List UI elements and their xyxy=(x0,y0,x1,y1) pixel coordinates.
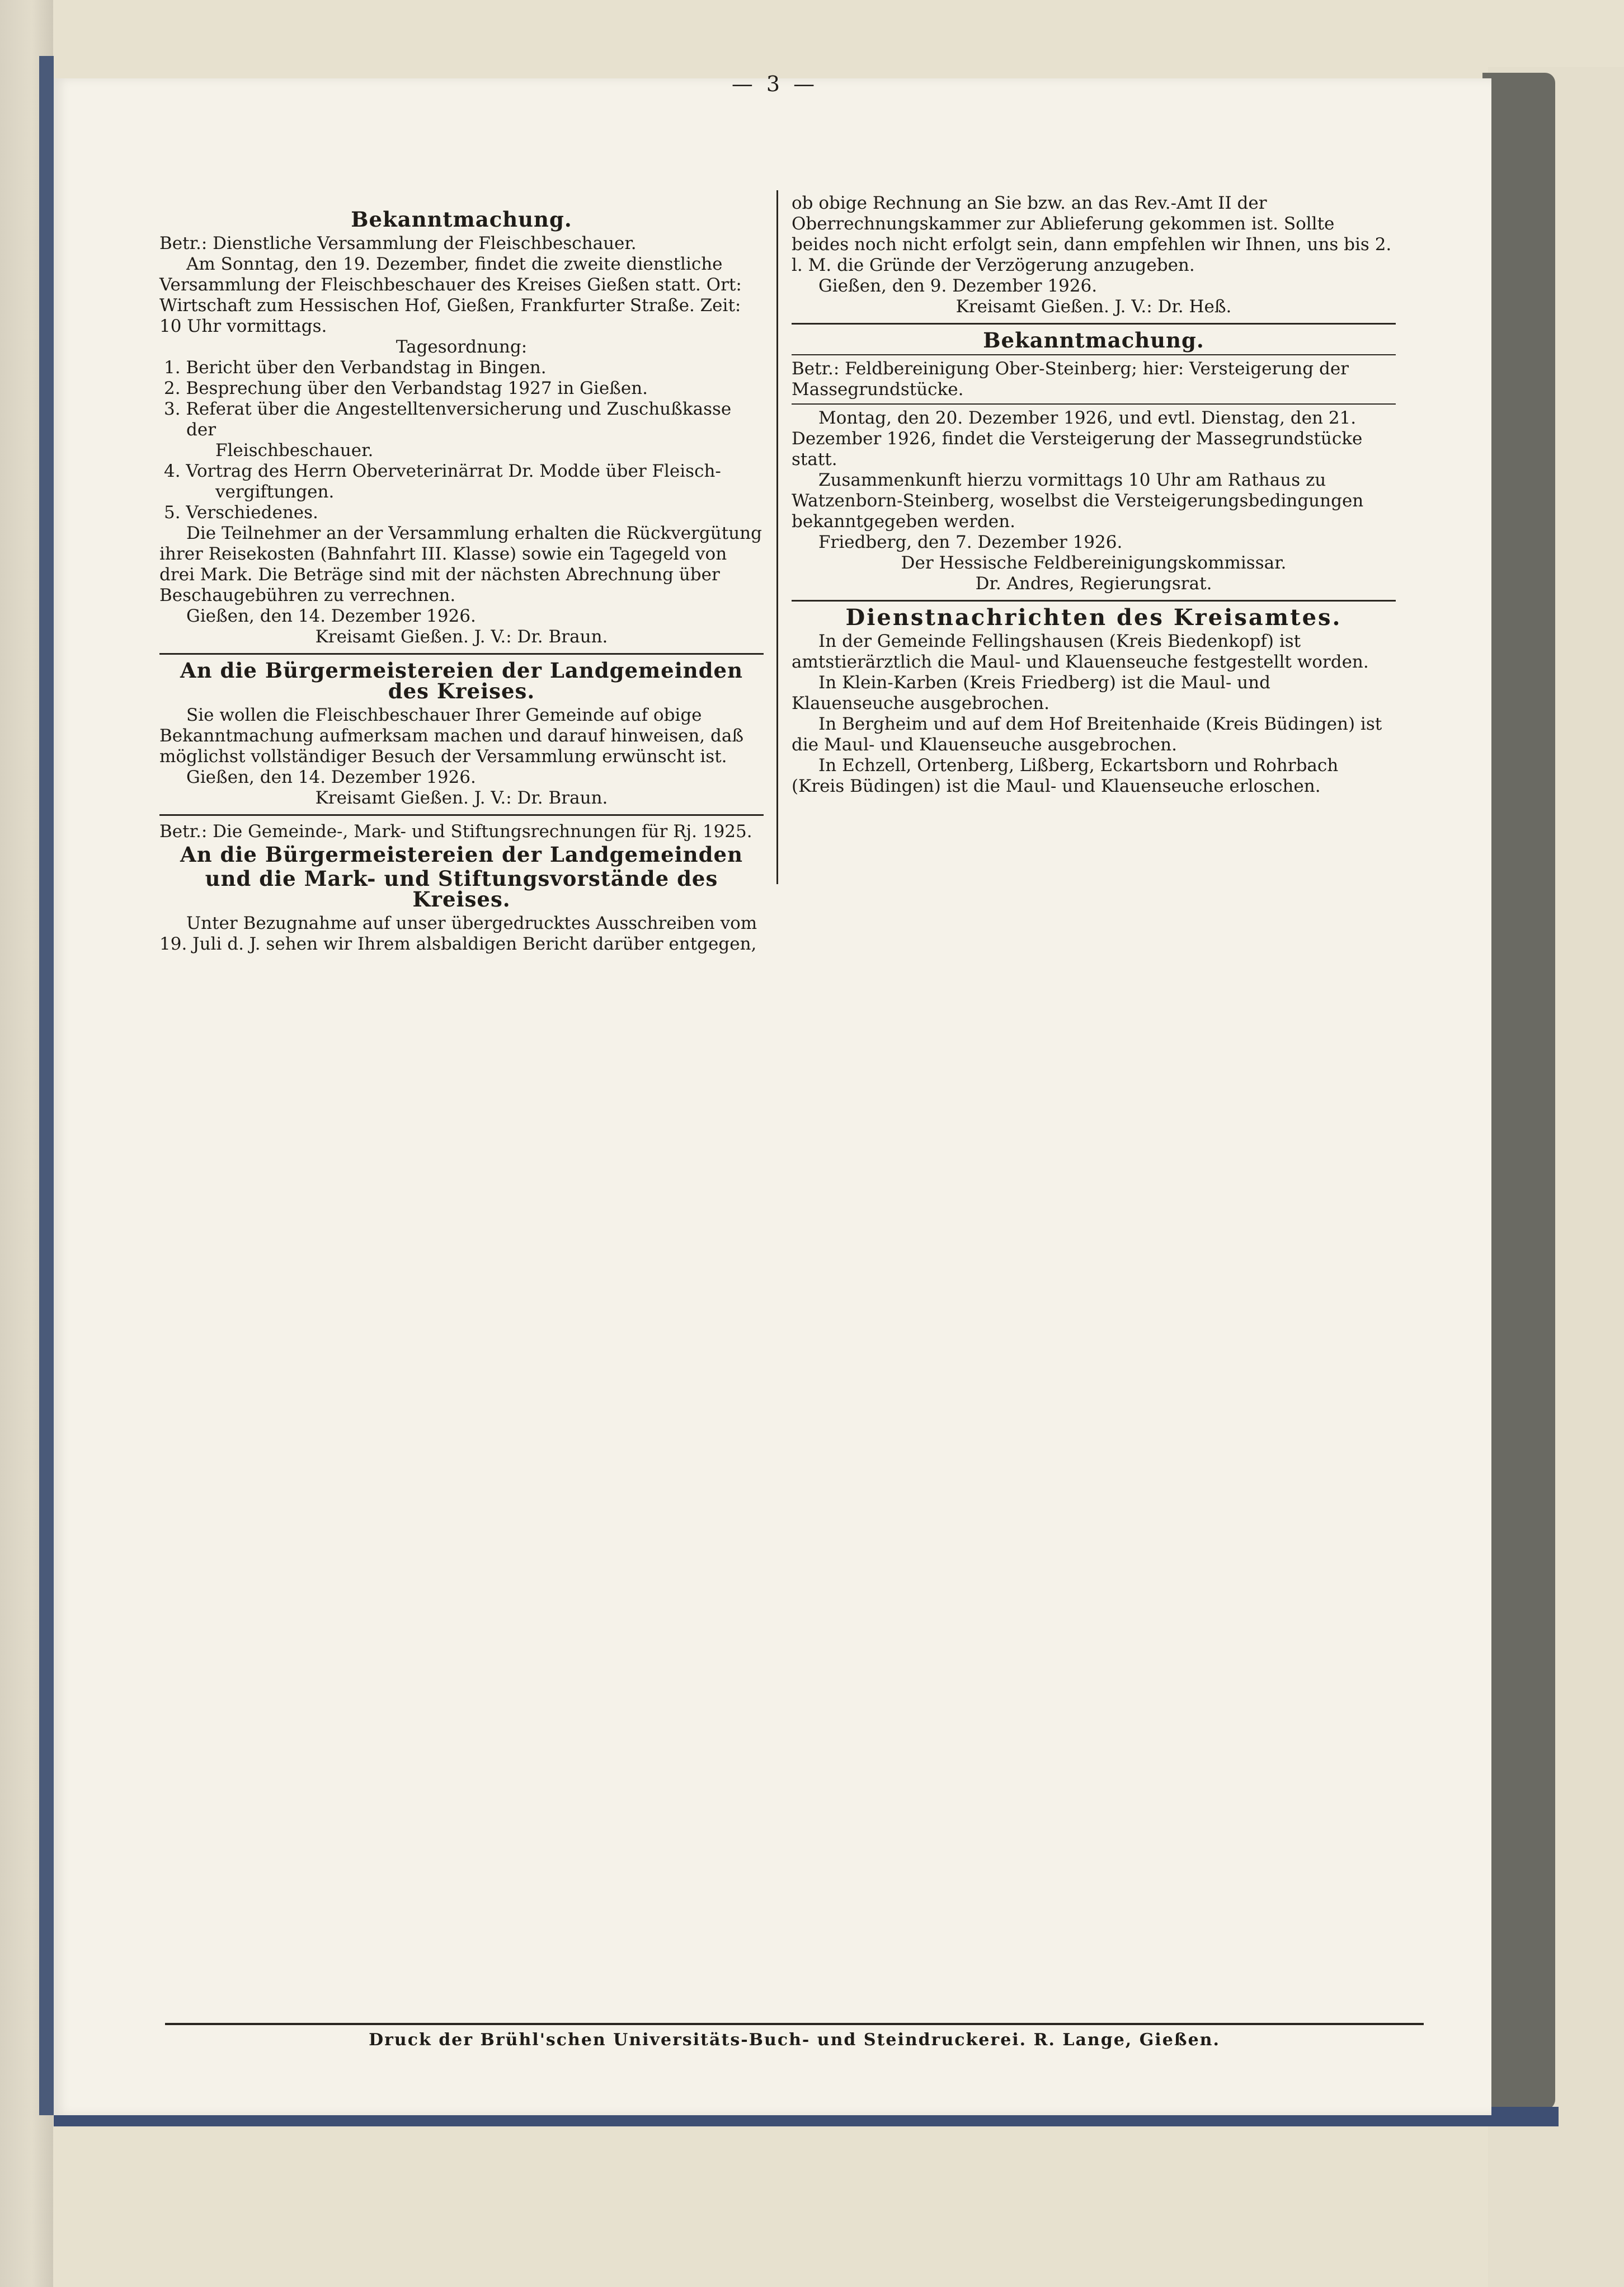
agenda-item: 2. Besprechung über den Verbandstag 1927 in Gießen. xyxy=(164,378,648,398)
notice-heading: Bekanntmachung. xyxy=(983,328,1204,353)
agenda-item: 4. Vortrag des Herrn Oberveterinärrat Dr. Modde über Fleisch- xyxy=(164,461,721,481)
agenda-item-cont: Fleischbeschauer. xyxy=(215,440,374,461)
notice-body: In Klein-Karben (Kreis Friedberg) ist die Maul- und Klauenseuche ausgebrochen. xyxy=(792,673,1270,713)
notice-body: Die Teilnehmer an der Versammlung erhalten die Rückvergütung ihrer Reisekosten (Bahnfahrt III. Klasse) sowie ein Tagegeld von drei Mark. Die Beträge sind mit der nächsten Abrechnung über Beschaugebühren zu verrechnen. xyxy=(159,523,762,605)
notice-buergermeistereien xyxy=(159,660,764,809)
notice-date: Gießen, den 14. Dezember 1926. xyxy=(186,606,476,626)
notice-date: Friedberg, den 7. Dezember 1926. xyxy=(818,532,1123,552)
notice-body: In Bergheim und auf dem Hof Breitenhaide (Kreis Büdingen) ist die Maul- und Klauenseuche ausgebrochen. xyxy=(792,714,1382,755)
book-cover-edge xyxy=(1482,73,1555,2110)
right-column xyxy=(792,193,1396,797)
notice-rechnungen xyxy=(159,821,764,955)
section-rule xyxy=(159,814,764,816)
notice-subject: Betr.: Feldbereinigung Ober-Steinberg; hier: Versteigerung der Massegrundstücke. xyxy=(792,359,1349,400)
notice-body: In Echzell, Ortenberg, Lißberg, Eckartsborn und Rohrbach (Kreis Büdingen) ist die Maul- und Klauenseuche erloschen. xyxy=(792,755,1339,796)
notice-heading: Dienstnachrichten des Kreisamtes. xyxy=(845,604,1342,631)
column-divider xyxy=(776,190,778,884)
notice-body: Zusammenkunft hierzu vormittags 10 Uhr am Rathaus zu Watzenborn-Steinberg, woselbst die Versteigerungsbedingungen bekanntgegeben werden. xyxy=(792,470,1364,532)
notice-signature: Kreisamt Gießen. J. V.: Dr. Braun. xyxy=(315,788,608,808)
notice-signature: Kreisamt Gießen. J. V.: Dr. Braun. xyxy=(315,627,608,647)
printer-imprint: Druck der Brühl'schen Universitäts-Buch- und Steindruckerei. R. Lange, Gießen. xyxy=(369,2030,1220,2050)
notice-heading: und die Mark- und Stiftungsvorstände des Kreises. xyxy=(205,866,718,912)
section-rule xyxy=(792,600,1396,602)
notice-body: Montag, den 20. Dezember 1926, und evtl. Dienstag, den 21. Dezember 1926, findet die Versteigerung der Massegrundstücke statt. xyxy=(792,408,1363,469)
left-column xyxy=(159,207,764,955)
notice-subject: Betr.: Die Gemeinde-, Mark- und Stiftungsrechnungen für Rj. 1925. xyxy=(159,821,752,842)
notice-signature: Dr. Andres, Regierungsrat. xyxy=(975,574,1212,594)
notice-heading: An die Bürgermeistereien der Landgemeinden xyxy=(180,842,743,867)
notice-dienstnachrichten xyxy=(792,604,1396,797)
agenda-item: 1. Bericht über den Verbandstag in Bingen. xyxy=(164,358,547,378)
notice-body: In der Gemeinde Fellingshausen (Kreis Biedenkopf) ist amtstierärztlich die Maul- und Klauenseuche festgestellt worden. xyxy=(792,631,1369,672)
notice-body: Sie wollen die Fleischbeschauer Ihrer Gemeinde auf obige Bekanntmachung aufmerksam machen und darauf hinweisen, daß möglichst vollständiger Besuch der Versammlung erwünscht ist. xyxy=(159,705,744,767)
notice-body: Am Sonntag, den 19. Dezember, findet die zweite dienstliche Versammlung der Fleischbeschauer des Kreises Gießen statt. Ort: Wirtschaft zum Hessischen Hof, Gießen, Frankfurter Straße. Zeit: 10 Uhr vormittags. xyxy=(159,254,742,336)
notice-signature: Kreisamt Gießen. J. V.: Dr. Heß. xyxy=(955,297,1232,317)
notice-feldbereinigung xyxy=(792,330,1396,594)
agenda-item-cont: vergiftungen. xyxy=(215,482,335,502)
notice-rechnungen-cont xyxy=(792,193,1396,317)
notice-date: Gießen, den 14. Dezember 1926. xyxy=(186,767,476,787)
notice-date: Gießen, den 9. Dezember 1926. xyxy=(818,276,1098,296)
notice-subject: Betr.: Dienstliche Versammlung der Fleischbeschauer. xyxy=(159,233,637,253)
footer-rule xyxy=(165,2023,1424,2025)
agenda-list xyxy=(159,358,764,523)
agenda-item: 3. Referat über die Angestelltenversicherung und Zuschußkasse der xyxy=(164,399,732,440)
notice-heading: Bekanntmachung. xyxy=(351,207,572,232)
section-rule xyxy=(792,323,1396,325)
agenda-title: Tagesordnung: xyxy=(396,337,528,357)
notice-body: ob obige Rechnung an Sie bzw. an das Rev.-Amt II der Oberrechnungskammer zur Ablieferung gekommen ist. Sollte beides noch nicht erfolgt sein, dann empfehlen wir Ihnen, uns bis 2. l. M. die Gründe der Verzögerung anzugeben. xyxy=(792,193,1392,275)
agenda-item: 5. Verschiedenes. xyxy=(164,503,318,523)
section-rule xyxy=(159,653,764,655)
notice-fleischbeschauer xyxy=(159,209,764,647)
heading-rule xyxy=(792,354,1396,355)
notice-body: Unter Bezugnahme auf unser übergedrucktes Ausschreiben vom 19. Juli d. J. sehen wir Ihrem alsbaldigen Bericht darüber entgegen, xyxy=(159,913,757,954)
page-number: — 3 — xyxy=(731,72,818,96)
book-binding xyxy=(39,56,54,2115)
notice-signature: Der Hessische Feldbereinigungskommissar. xyxy=(901,553,1287,573)
notice-heading: An die Bürgermeistereien der Landgemeinden des Kreises. xyxy=(180,658,743,703)
subject-rule xyxy=(792,403,1396,405)
